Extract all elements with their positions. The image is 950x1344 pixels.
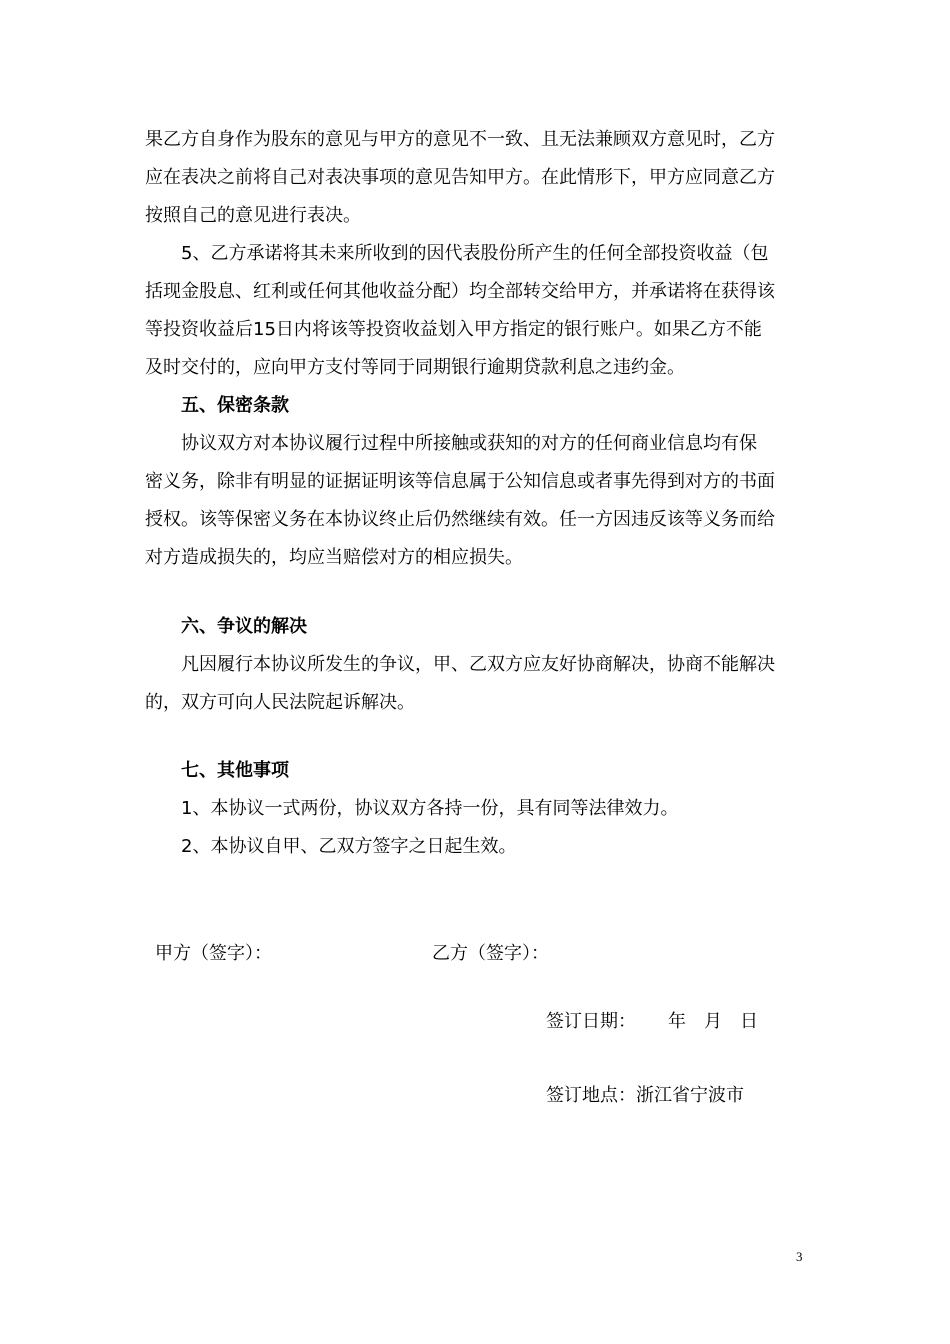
clause-5-line: 等投资收益后15日内将该等投资收益划入甲方指定的银行账户。如果乙方不能 [145,319,762,340]
clause-5-line: 5、乙方承诺将其未来所收到的因代表股份所产生的任何全部投资收益（包 [181,243,769,264]
party-a-signature-label: 甲方（签字）： [155,943,272,964]
sign-date-month: 月 [704,1011,722,1032]
party-b-signature-label: 乙方（签字）： [432,943,549,964]
paragraph-line: 果乙方自身作为股东的意见与甲方的意见不一致、且无法兼顾双方意见时，乙方 [145,129,775,150]
confidentiality-line: 密义务，除非有明显的证据证明该等信息属于公知信息或者事先得到对方的书面 [145,471,775,492]
confidentiality-line: 协议双方对本协议履行过程中所接触或获知的对方的任何商业信息均有保 [181,433,757,454]
confidentiality-line: 授权。该等保密义务在本协议终止后仍然继续有效。任一方因违反该等义务而给 [145,509,775,530]
sign-date-day: 日 [740,1011,758,1032]
clause-5-line: 及时交付的，应向甲方支付等同于同期银行逾期贷款利息之违约金。 [145,357,685,378]
page-number: 3 [796,1249,803,1264]
section-heading-dispute: 六、争议的解决 [181,616,307,637]
paragraph-line: 应在表决之前将自己对表决事项的意见告知甲方。在此情形下，甲方应同意乙方 [145,167,775,188]
other-item: 1、本协议一式两份，协议双方各持一份，具有同等法律效力。 [181,798,679,819]
clause-5-line: 括现金股息、红利或任何其他收益分配）均全部转交给甲方，并承诺将在获得该 [145,281,775,302]
section-heading-confidentiality: 五、保密条款 [181,395,289,416]
dispute-line: 的，双方可向人民法院起诉解决。 [145,692,415,713]
sign-date-year: 年 [668,1011,686,1032]
sign-date-label: 签订日期： [546,1011,636,1032]
dispute-line: 凡因履行本协议所发生的争议，甲、乙双方应友好协商解决，协商不能解决 [181,654,775,675]
sign-place: 签订地点：浙江省宁波市 [546,1085,744,1106]
confidentiality-line: 对方造成损失的，均应当赔偿对方的相应损失。 [145,547,523,568]
section-heading-other: 七、其他事项 [181,760,289,781]
paragraph-line: 按照自己的意见进行表决。 [145,205,361,226]
other-item: 2、本协议自甲、乙双方签字之日起生效。 [181,836,517,857]
